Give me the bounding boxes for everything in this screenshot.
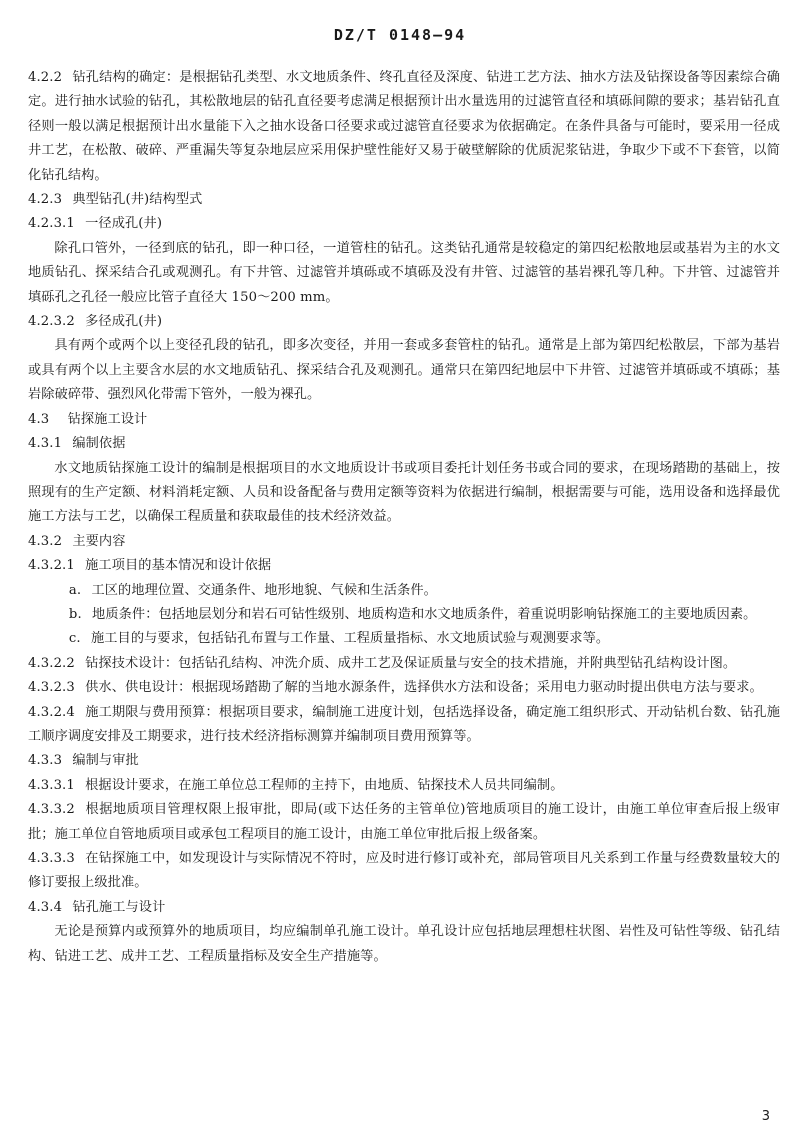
clause-number: 4.3.1 (28, 436, 63, 452)
clause-number: b. (68, 606, 82, 622)
numbered-paragraph (28, 652, 780, 676)
clause-number: 4.3.4 (28, 899, 63, 915)
clause-text: 典型钻孔(井)结构型式 (72, 192, 203, 208)
clause-text: 供水、供电设计：根据现场踏勘了解的当地水源条件，选择供水方法和设备；采用电力驱动时提出供电方法与要求。 (85, 680, 763, 696)
section-heading (28, 310, 780, 334)
clause-text: 钻孔施工与设计 (72, 899, 166, 915)
numbered-paragraph (28, 798, 780, 847)
clause-text: 编制依据 (72, 436, 126, 452)
clause-number: c. (68, 631, 81, 647)
clause-number: 4.2.3 (28, 192, 63, 208)
numbered-paragraph (28, 66, 780, 188)
clause-number: 4.3.3.1 (28, 777, 75, 793)
clause-number: 4.2.3.2 (28, 314, 75, 330)
clause-text: 多径成孔(井) (85, 314, 163, 330)
section-heading (28, 749, 780, 773)
clause-text: 无论是预算内或预算外的地质项目，均应编制单孔施工设计。单孔设计应包括地层理想柱状图、岩性及可钻性等级、钻孔结构、钻进工艺、成井工艺、工程质量指标及安全生产措施等。 (28, 924, 780, 964)
clause-text: 编制与审批 (72, 753, 139, 769)
clause-number: 4.3.2.4 (28, 704, 75, 720)
numbered-paragraph (28, 701, 780, 750)
clause-number: 4.3.2.1 (28, 558, 75, 574)
clause-number: 4.3.2.2 (28, 655, 75, 671)
clause-number: 4.3.2.3 (28, 680, 75, 696)
section-heading (28, 432, 780, 456)
numbered-paragraph (28, 847, 780, 896)
clause-text: 根据设计要求，在施工单位总工程师的主持下，由地质、钻探技术人员共同编制。 (85, 777, 564, 793)
clause-number: 4.3.3.3 (28, 851, 75, 866)
section-heading (28, 530, 780, 554)
section-heading (28, 408, 780, 432)
clause-number: 4.2.2 (28, 70, 63, 85)
paragraph (28, 920, 780, 969)
paragraph (28, 457, 780, 530)
section-heading (28, 554, 780, 578)
paragraph (28, 237, 780, 310)
clause-text: 具有两个或两个以上变径孔段的钻孔，即多次变径，并用一套或多套管柱的钻孔。通常是上部为第四纪松散层，下部为基岩或具有两个以上主要含水层的水文地质钻孔、探采结合孔及观测孔。通常只在第四纪地层中下井管、过滤管并填砾或不填砾；基岩除破碎带、强烈风化带需下管外，一般为裸孔。 (28, 338, 780, 403)
clause-number: 4.3.3 (28, 753, 63, 769)
document-code-header: DZ/T 0148—94 (333, 26, 467, 44)
section-heading (28, 212, 780, 236)
clause-text: 水文地质钻探施工设计的编制是根据项目的水文地质设计书或项目委托计划任务书或合同的要求，在现场踏勘的基础上，按照现有的生产定额、材料消耗定额、人员和设备配备与费用定额等资料为依据进行编制，根据需要与可能，选用设备和选择最优施工方法与工艺，以确保工程质量和获取最佳的技术经济效益。 (28, 460, 780, 525)
document-body (28, 66, 780, 969)
clause-text: 施工项目的基本情况和设计依据 (85, 558, 272, 574)
list-item (28, 627, 780, 651)
section-heading (28, 188, 780, 212)
clause-text: 工区的地理位置、交通条件、地形地貌、气候和生活条件。 (91, 582, 437, 598)
clause-number: a. (68, 582, 82, 598)
list-item (28, 603, 780, 627)
page-number: 3 (761, 1109, 770, 1124)
clause-text: 地质条件：包括地层划分和岩石可钻性级别、地质构造和水文地质条件，着重说明影响钻探施工的主要地质因素。 (92, 606, 757, 622)
clause-text: 施工目的与要求，包括钻孔布置与工作量、工程质量指标、水文地质试验与观测要求等。 (90, 631, 610, 647)
clause-text: 一径成孔(井) (85, 216, 163, 232)
clause-text: 主要内容 (72, 533, 126, 549)
list-item (28, 579, 780, 603)
clause-text: 根据地质项目管理权限上报审批，即局(或下达任务的主管单位)管地质项目的施工设计，由施工单位审查后报上级审批；施工单位自管地质项目或承包工程项目的施工设计，由施工单位审批后报上级备案。 (28, 802, 780, 842)
clause-text: 钻孔结构的确定：是根据钻孔类型、水文地质条件、终孔直径及深度、钻进工艺方法、抽水方法及钻探设备等因素综合确定。进行抽水试验的钻孔，其松散地层的钻孔直径要考虑满足根据预计出水量选用的过滤管直径和填砾间隙的要求；基岩钻孔直径则一般以满足根据预计出水量能下入之抽水设备口径要求或过滤管直径要求为依据确定。在条件具备与可能时，要采用一径成井工艺，在松散、破碎、严重漏失等复杂地层应采用保护壁性能好又易于破壁解除的优质泥浆钻进，争取少下或不下套管，以简化钻孔结构。 (28, 70, 780, 183)
numbered-paragraph (28, 676, 780, 700)
clause-number: 4.3 (28, 411, 50, 427)
clause-number: 4.2.3.1 (28, 216, 75, 232)
clause-text: 在钻探施工中，如发现设计与实际情况不符时，应及时进行修订或补充，部局管项目凡关系到工作量与经费数量较大的修订要报上级批准。 (28, 851, 780, 891)
clause-number: 4.3.3.2 (28, 802, 75, 818)
clause-text: 施工期限与费用预算：根据项目要求，编制施工进度计划，包括选择设备，确定施工组织形式、开动钻机台数、钻孔施工顺序调度安排及工期要求，进行技术经济指标测算并编制项目费用预算等。 (28, 704, 780, 744)
numbered-paragraph (28, 774, 780, 798)
clause-text: 钻探施工设计 (67, 411, 148, 427)
clause-number: 4.3.2 (28, 533, 63, 549)
paragraph (28, 334, 780, 407)
clause-text: 钻探技术设计：包括钻孔结构、冲洗介质、成井工艺及保证质量与安全的技术措施，并附典型钻孔结构设计图。 (85, 655, 737, 671)
clause-text: 除孔口管外，一径到底的钻孔，即一种口径，一道管柱的钻孔。这类钻孔通常是较稳定的第四纪松散地层或基岩为主的水文地质钻孔、探采结合孔或观测孔。有下井管、过滤管并填砾或不填砾及没有井管、过滤管的基岩裸孔等几种。下井管、过滤管并填砾孔之孔径一般应比管子直径大 150～200 mm。 (28, 240, 780, 305)
section-heading (28, 896, 780, 920)
